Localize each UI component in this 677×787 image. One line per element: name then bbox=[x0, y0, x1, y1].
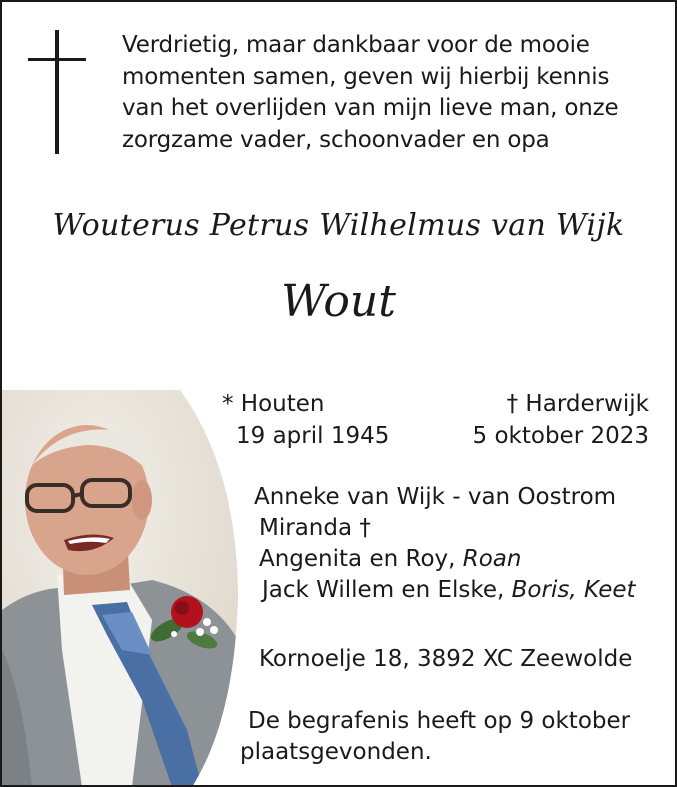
death-info bbox=[473, 388, 649, 452]
intro-line: van het overlijden van mijn lieve man, onze bbox=[122, 95, 619, 121]
family-grandchild: Roan bbox=[462, 546, 522, 572]
family-spouse: Anneke van Wijk - van Oostrom bbox=[254, 484, 617, 510]
family-child-row bbox=[254, 575, 636, 606]
intro-line: Verdrietig, maar dankbaar voor de mooie bbox=[122, 32, 590, 58]
death-place: † Harderwijk bbox=[506, 391, 649, 417]
family-child: Angenita en Roy, bbox=[259, 546, 456, 572]
birth-date: 19 april 1945 bbox=[236, 423, 390, 449]
intro-line: momenten samen, geven wij hierbij kennis bbox=[122, 63, 610, 90]
death-date: 5 oktober 2023 bbox=[472, 423, 649, 449]
funeral-notice bbox=[240, 706, 660, 768]
intro-line: zorgzame vader, schoonvader en opa bbox=[122, 126, 550, 153]
portrait-photo bbox=[2, 390, 238, 787]
funeral-line: De begrafenis heeft op 9 oktober bbox=[248, 708, 631, 734]
family-child: Jack Willem en Elske, bbox=[262, 577, 505, 603]
cross-icon bbox=[28, 30, 88, 154]
family-child-row bbox=[254, 544, 636, 575]
family-child: Miranda † bbox=[259, 515, 371, 541]
funeral-line: plaatsgevonden. bbox=[240, 739, 432, 765]
address: Kornoelje 18, 3892 XC Zeewolde bbox=[259, 646, 633, 672]
birth-info bbox=[222, 388, 389, 452]
deceased-full-name: Wouterus Petrus Wilhelmus van Wijk bbox=[52, 208, 625, 243]
deceased-call-name: Wout bbox=[281, 276, 396, 327]
family-list bbox=[254, 482, 636, 606]
birth-place: * Houten bbox=[222, 391, 325, 417]
intro-text bbox=[122, 30, 662, 156]
family-grandchildren: Boris, Keet bbox=[511, 577, 636, 603]
